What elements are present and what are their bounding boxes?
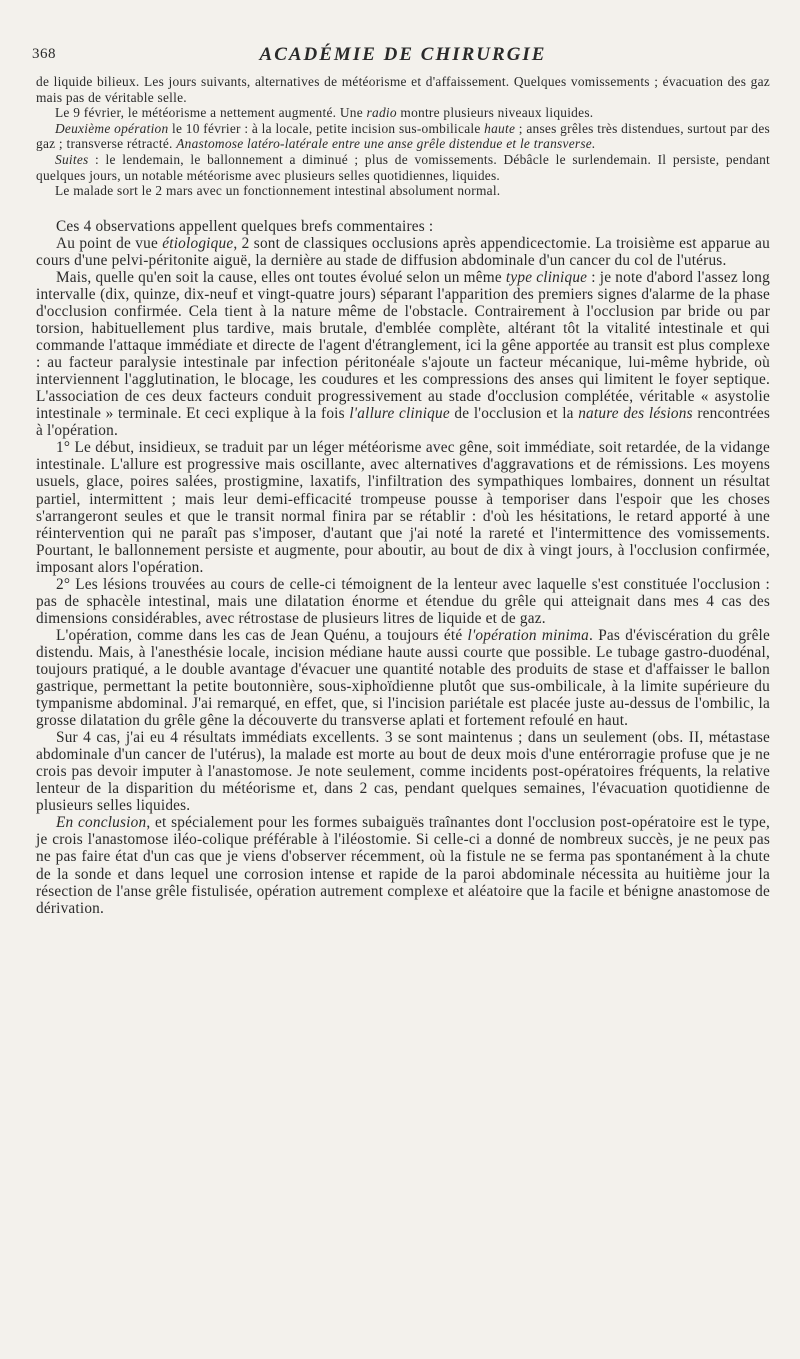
running-title: ACADÉMIE DE CHIRURGIE <box>259 44 547 65</box>
text-run: : je note d'abord l'assez long intervalle (dix, quinze, dix-neuf et vingt-quatre jours) séparant l'apparition des premiers signes d'alarme de la phase d'occlusion confirmée. Cela tient à la nature même de l'obstacle. Contrairement à l'occlusion par bride ou par torsion, habituellement plus tardive, mais brutale, d'emblée complète, altérant tôt la vitalité intestinale et qui commande l'attaque immédiate et directe de l'agent d'étranglement, ici la gêne apportée au transit est plus complexe : au facteur paralysie intestinale par infection péritonéale s'ajoute un facteur mécanique, lui-même hybride, où interviennent l'agglutination, le blocage, les coudures et les compressions des anses qui limitent le foyer septique. L'association de ces deux facteurs conduit progressivement au stade d'occlusion complétée, véritable « asystolie intestinale » terminale. Et ceci explique à la fois <box>36 268 770 423</box>
text-run: de l'occlusion et la <box>449 405 579 423</box>
text-run: 2° Les lésions trouvées au cours de celle-ci témoignent de la lenteur avec laquelle s'est constituée l'occlusion : pas de sphacèle intestinal, mais une dilatation énorme et étendue du grêle qui atteignait dans mes 4 cas des dimensions considérables, avec rétrostase de plusieurs litres de liquide et de gaz. <box>36 575 770 627</box>
italic-text: Anastomose latéro-latérale entre une anse grêle distendue et le transverse. <box>176 136 596 152</box>
paragraph <box>36 729 770 814</box>
text-run: : le lendemain, le ballonnement a diminué ; plus de vomissements. Débâcle le surlendemain. Il persiste, pendant quelques jours, un notable météorisme avec plusieurs selles quotidiennes, liquides. <box>36 151 770 183</box>
italic-text: Suites <box>55 151 89 167</box>
text-run: , 2 sont de classiques occlusions après appendicectomie. La troisième est apparue au cours d'une pelvi-péritonite aiguë, la dernière au stade de diffusion abdominale d'un cancer du col de l'utérus. <box>36 234 770 269</box>
italic-text: nature des lésions <box>578 405 693 423</box>
paragraph <box>36 439 770 575</box>
italic-text: étiologique <box>162 234 234 252</box>
page-number: 368 <box>32 46 56 62</box>
page-header <box>32 44 770 72</box>
text-run: ; anses grêles très distendues, surtout par des gaz ; transverse rétracté. <box>36 120 770 152</box>
italic-text: haute <box>484 120 516 136</box>
text-run: 1° Le début, insidieux, se traduit par un léger météorisme avec gêne, soit immédiate, soit retardée, de la vidange intestinale. L'allure est progressive mais oscillante, avec alternatives d'aggravations et de rémissions. Les moyens usuels, glace, poires salées, prostigmine, laxatifs, l'infiltration des sympathiques lombaires, donnent un résultat partiel, intermittent ; mais leur demi-efficacité trompeuse pousse à temporiser dans l'espoir que les choses s'arrangeront seules et que le transit normal finira par se rétablir : d'où les hésitations, le retard apporté à une réintervention qui ne paraît pas s'imposer, d'autant que j'ai noté la rareté et l'intermittence des vomissements. Pourtant, le ballonnement persiste et augmente, pour aboutir, au bout de dix à vingt jours, à l'occlusion confirmée, imposant alors l'opération. <box>36 439 770 576</box>
text-run: rencontrées à l'opération. <box>36 405 771 440</box>
paragraph <box>36 627 770 729</box>
observation-text <box>36 74 770 199</box>
text-run: Le malade sort le 2 mars avec un fonctionnement intestinal absolument normal. <box>55 183 501 199</box>
italic-text: Deuxième opération <box>55 120 169 136</box>
paragraph <box>36 814 770 916</box>
text-run: montre plusieurs niveaux liquides. <box>396 105 594 121</box>
paragraph <box>36 183 770 199</box>
paragraph <box>36 269 770 439</box>
text-run: Le 9 février, le météorisme a nettement augmenté. Une <box>55 105 367 121</box>
paragraph <box>36 576 770 627</box>
italic-text: En conclusion <box>56 814 147 832</box>
paragraph <box>36 218 770 235</box>
text-run: L'opération, comme dans les cas de Jean Quénu, a toujours été <box>56 626 468 644</box>
paragraph <box>36 121 770 152</box>
text-run: le 10 février : à la locale, petite incision sus-ombilicale <box>168 120 485 136</box>
italic-text: l'allure clinique <box>349 405 450 423</box>
paragraph <box>36 74 770 105</box>
text-run: , et spécialement pour les formes subaiguës traînantes dont l'occlusion post-opératoire est le type, je crois l'anastomose iléo-colique préférable à l'iléostomie. Si celle-ci a donné de nombreux succès, je ne peux pas ne pas faire état d'un cas que je viens d'observer récemment, où la fistule ne se ferma pas spontanément à la chute de la sonde et dans lequel une corrosion intense et rapide de la paroi abdominale nécessita au huitième jour la résection de l'anse grêle fistulisée, opération autrement complexe et aléatoire que la facile et bénigne anastomose de dérivation. <box>36 814 770 917</box>
italic-text: l'opération minima <box>467 626 589 644</box>
text-run: . Pas d'éviscération du grêle distendu. Mais, à l'anesthésie locale, incision médiane haute aussi courte que possible. Le tubage gastro-duodénal, toujours pratiqué, a le double avantage d'évacuer une quantité notable des produits de stase et d'affaisser le ballon gastrique, permettant la petite boutonnière, sous-xiphoïdienne plutôt que sus-ombilicale, à la limite supérieure du tympanisme abdominal. J'ai remarqué, en effet, que, si l'incision pariétale est placée juste au-dessus de l'ombilic, la grosse dilatation du grêle gêne la découverte du transverse aplati et fortement refoulé en haut. <box>36 626 770 730</box>
paragraph <box>36 152 770 183</box>
text-run: Sur 4 cas, j'ai eu 4 résultats immédiats excellents. 3 se sont maintenus ; dans un seulement (obs. II, métastase abdominale d'un cancer de l'utérus), la malade est morte au bout de deux mois d'une entérorragie profuse que je ne crois pas devoir imputer à l'anastomose. Je note seulement, comme incidents post-opératoires fréquents, la relative lenteur de la disparition du météorisme et, dans 2 cas, pendant quelques semaines, l'évacuation quotidienne de plusieurs selles liquides. <box>36 729 770 815</box>
commentary-text <box>36 218 770 917</box>
italic-text: type clinique <box>505 268 588 286</box>
text-run: Ces 4 observations appellent quelques brefs commentaires : <box>56 217 434 235</box>
text-run: Au point de vue <box>56 234 163 252</box>
italic-text: radio <box>366 105 397 121</box>
paragraph <box>36 105 770 121</box>
text-run: Mais, quelle qu'en soit la cause, elles ont toutes évolué selon un même <box>56 268 506 286</box>
paragraph <box>36 235 770 269</box>
text-run: de liquide bilieux. Les jours suivants, alternatives de météorisme et d'affaissement. Quelques vomissements ; évacuation des gaz mais pas de véritable selle. <box>36 74 770 105</box>
